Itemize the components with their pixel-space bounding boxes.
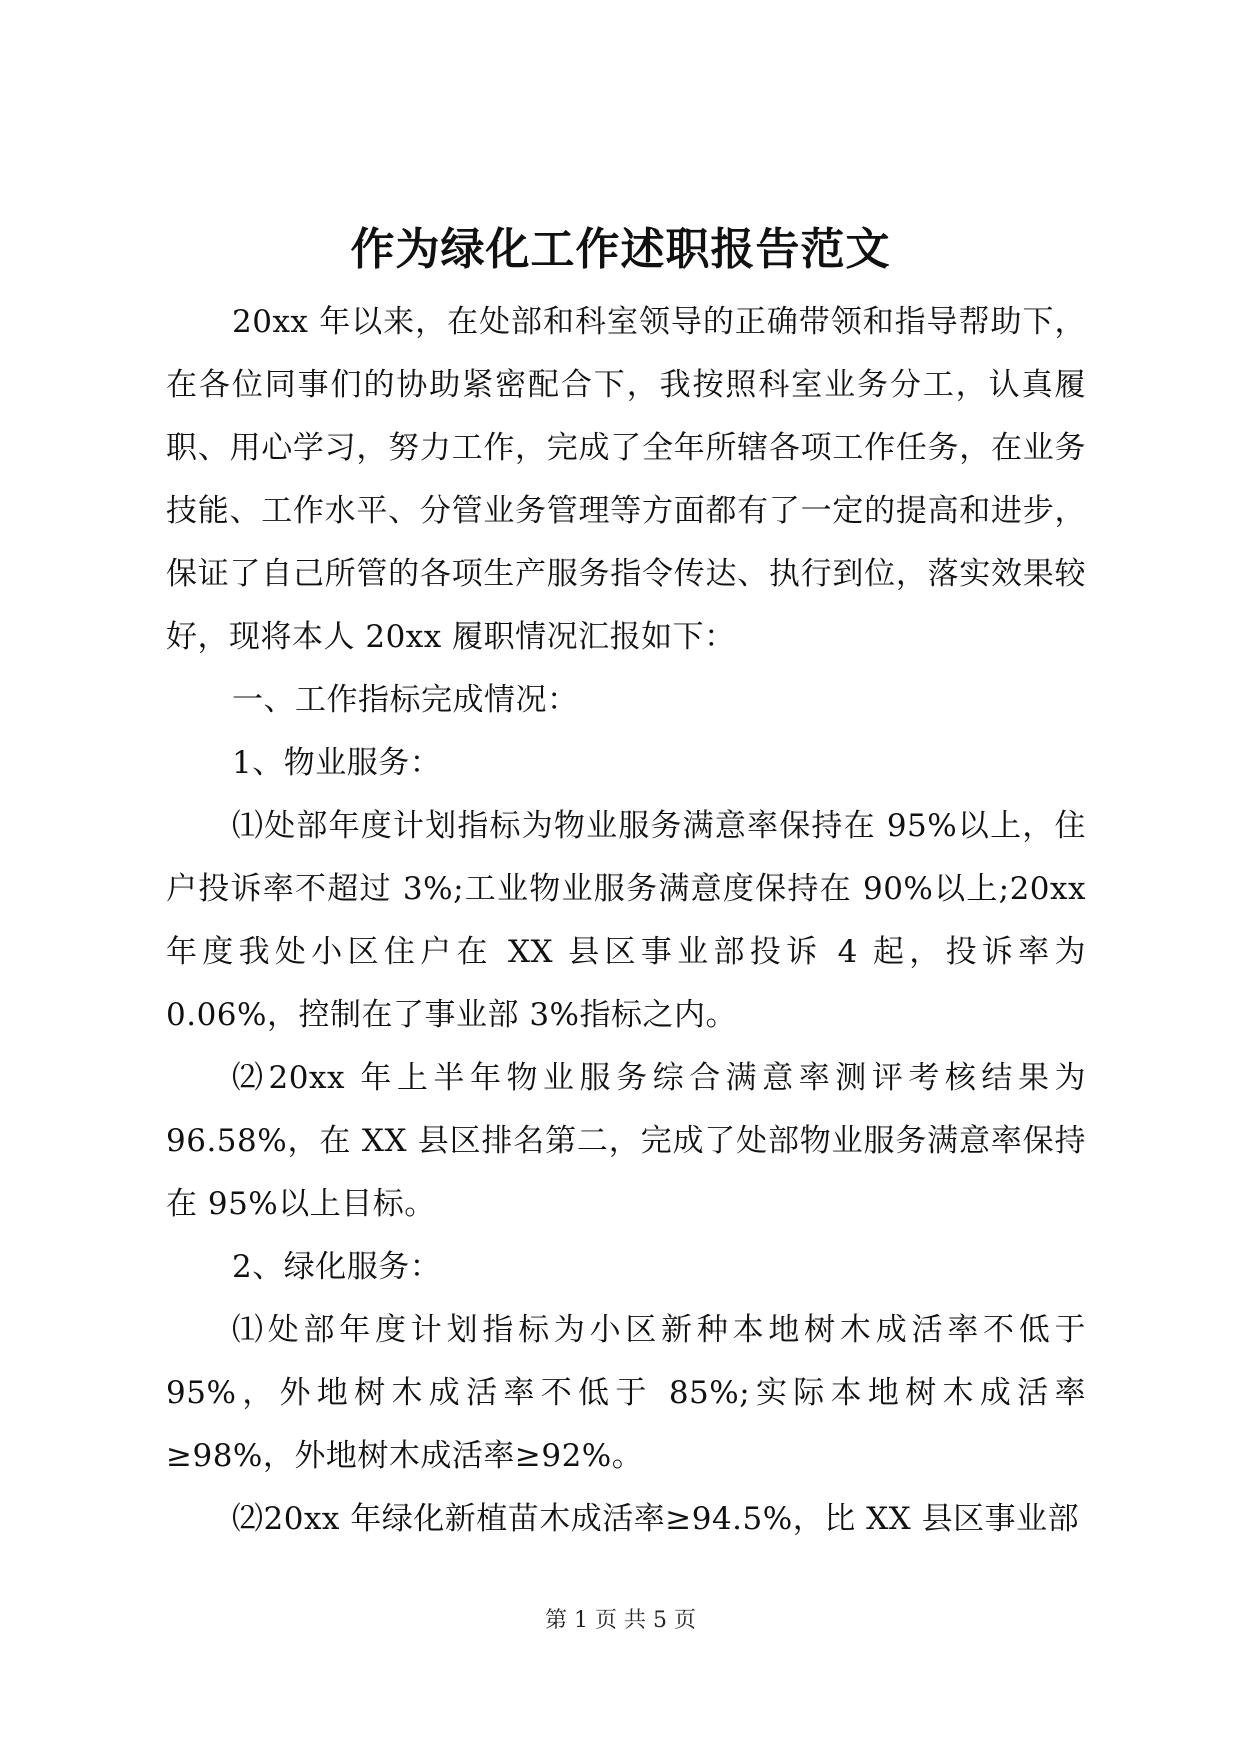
- document-title: 作为绿化工作述职报告范文: [350, 224, 891, 275]
- paragraph-property-1: ⑴处部年度计划指标为物业服务满意率保持在 95%以上，住户投诉率不超过 3%;工业物业服务满意度保持在 90%以上;20xx 年度我处小区住户在 XX 县区事业部投诉 4 起，投诉率为 0.06%，控制在了事业部 3%指标之内。: [166, 808, 1086, 1033]
- paragraph-intro: 20xx 年以来，在处部和科室领导的正确带领和指导帮助下，在各位同事们的协助紧密配合下，我按照科室业务分工，认真履职、用心学习，努力工作，完成了全年所辖各项工作任务，在业务技能、工作水平、分管业务管理等方面都有了一定的提高和进步，保证了自己所管的各项生产服务指令传达、执行到位，落实效果较好，现将本人 20xx 履职情况汇报如下：: [166, 304, 1086, 655]
- paragraph-greening-2: ⑵20xx 年绿化新植苗木成活率≥94.5%，比 XX 县区事业部: [232, 1501, 1080, 1537]
- document-body: [166, 291, 1086, 1551]
- paragraph-property-2: ⑵20xx 年上半年物业服务综合满意率测评考核结果为 96.58%，在 XX 县区排名第二，完成了处部物业服务满意率保持在 95%以上目标。: [166, 1060, 1086, 1222]
- subsection-heading-property: 1、物业服务：: [232, 745, 442, 781]
- subsection-heading-greening: 2、绿化服务：: [232, 1249, 442, 1285]
- page-footer: 第 1 页 共 5 页: [545, 1608, 696, 1633]
- paragraph-greening-1: ⑴处部年度计划指标为小区新种本地树木成活率不低于 95%，外地树木成活率不低于 85%;实际本地树木成活率≥98%，外地树木成活率≥92%。: [166, 1312, 1086, 1474]
- section-heading-1: 一、工作指标完成情况：: [232, 682, 579, 718]
